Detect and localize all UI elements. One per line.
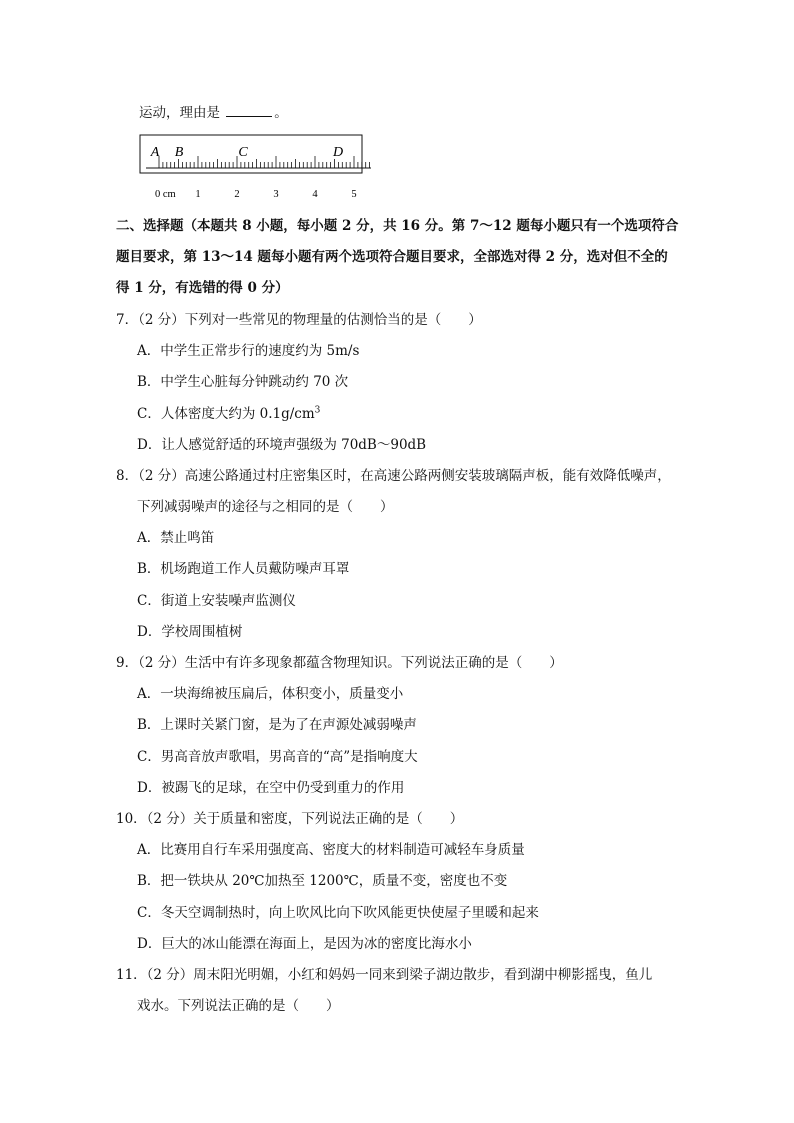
question-10-option-a: A．比赛用自行车采用强度高、密度大的材料制造可减轻车身质量 <box>137 842 525 858</box>
intro-text: 运动，理由是 <box>139 105 225 121</box>
ruler-tick-label-4: 4 <box>312 189 318 200</box>
question-9-option-a: A．一块海绵被压扁后，体积变小，质量变小 <box>137 686 404 702</box>
question-9-stem: 9．（2 分）生活中有许多现象都蕴含物理知识。下列说法正确的是（ ） <box>116 655 563 671</box>
question-7-option-a: A．中学生正常步行的速度约为 5m/s <box>137 343 360 359</box>
intro-line <box>139 103 288 123</box>
question-8-option-a: A．禁止鸣笛 <box>137 530 215 546</box>
question-11-stem-line-1: 11．（2 分）周末阳光明媚，小红和妈妈一同来到梁子湖边散步，看到湖中柳影摇曳，鱼儿 <box>116 967 653 983</box>
question-7-option-b: B．中学生心脏每分钟跳动约 70 次 <box>137 374 349 390</box>
cubic-exponent: 3 <box>314 405 321 416</box>
ruler-figure <box>139 134 375 200</box>
point-b-label: B <box>174 145 184 160</box>
ruler-diagram <box>139 134 375 200</box>
point-c-label: C <box>238 145 248 160</box>
question-7-option-c-text: C．人体密度大约为 0.1g/cm <box>137 406 315 422</box>
point-a-label: A <box>150 145 160 160</box>
question-11-stem-line-2: 戏水。下列说法正确的是（ ） <box>137 998 340 1014</box>
section-2-heading-line-3: 得 1 分，有选错的得 0 分） <box>116 280 289 296</box>
question-9-option-c: C．男高音放声歌唱，男高音的“高”是指响度大 <box>137 749 418 765</box>
question-8-option-c: C．街道上安装噪声监测仪 <box>137 593 296 609</box>
question-7-stem: 7．（2 分）下列对一些常见的物理量的估测恰当的是（ ） <box>116 312 482 328</box>
ruler-tick-label-2: 2 <box>234 189 240 200</box>
section-2-heading-line-1: 二、选择题（本题共 8 小题，每小题 2 分，共 16 分。第 7～12 题每小题只有一个选项符合 <box>116 218 679 234</box>
answer-blank <box>226 103 272 117</box>
ruler-tick-label-1: 1 <box>195 189 201 200</box>
question-8-stem-line-1: 8．（2 分）高速公路通过村庄密集区时，在高速公路两侧安装玻璃隔声板，能有效降低噪声， <box>116 468 671 484</box>
question-8-stem-line-2: 下列减弱噪声的途径与之相同的是（ ） <box>137 499 394 515</box>
question-8-option-d: D．学校周围植树 <box>137 624 243 640</box>
question-10-stem: 10．（2 分）关于质量和密度，下列说法正确的是（ ） <box>116 811 464 827</box>
question-9-option-d: D．被踢飞的足球，在空中仍受到重力的作用 <box>137 780 405 796</box>
question-10-option-d: D．巨大的冰山能漂在海面上，是因为冰的密度比海水小 <box>137 936 472 952</box>
question-7-option-c <box>137 404 320 424</box>
ruler-tick-label-3: 3 <box>273 189 279 200</box>
question-7-option-d: D．让人感觉舒适的环境声强级为 70dB～90dB <box>137 437 427 453</box>
question-10-option-c: C．冬天空调制热时，向上吹风比向下吹风能更快使屋子里暖和起来 <box>137 905 539 921</box>
section-2-heading-line-2: 题目要求，第 13～14 题每小题有两个选项符合题目要求，全部选对得 2 分，选对但不全的 <box>116 249 668 265</box>
point-d-label: D <box>332 145 344 160</box>
question-9-option-b: B．上课时关紧门窗，是为了在声源处减弱噪声 <box>137 717 417 733</box>
intro-tail: 。 <box>274 105 288 121</box>
ruler-tick-label-5: 5 <box>351 189 357 200</box>
ruler-unit-label: 0 cm <box>155 189 176 200</box>
question-8-option-b: B．机场跑道工作人员戴防噪声耳罩 <box>137 561 350 577</box>
question-10-option-b: B．把一铁块从 20℃加热至 1200℃，质量不变，密度也不变 <box>137 873 508 889</box>
